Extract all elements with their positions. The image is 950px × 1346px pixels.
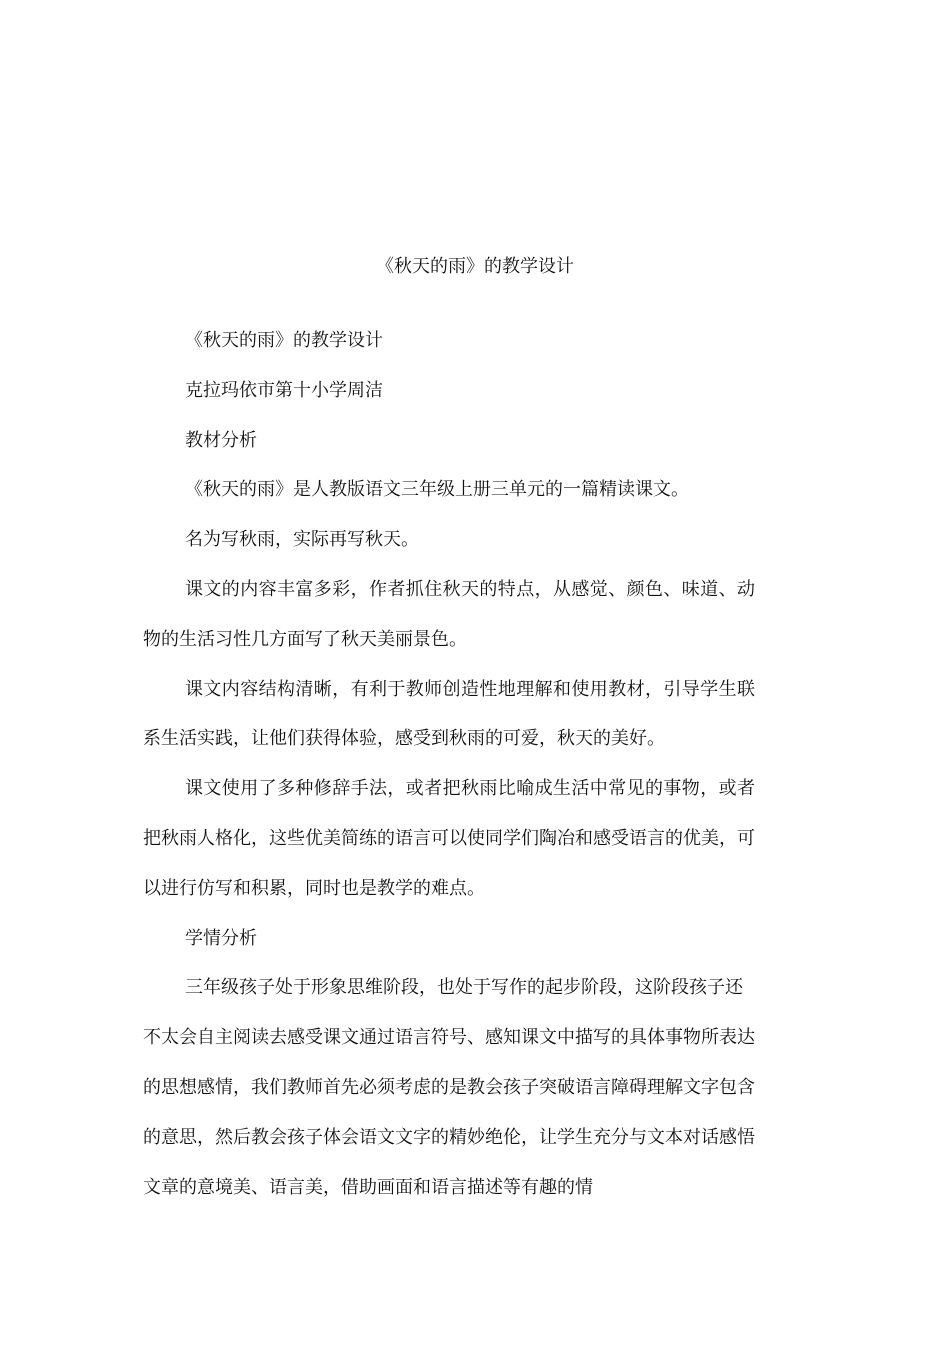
document-body: [143, 316, 755, 1212]
paragraph: 课文使用了多种修辞手法，或者把秋雨比喻成生活中常见的事物，或者把秋雨人格化，这些优美简练的语言可以使同学们陶冶和感受语言的优美，可以进行仿写和积累，同时也是教学的难点。: [143, 778, 755, 899]
section-heading-student-analysis: 学情分析: [185, 927, 257, 949]
paragraph: 《秋天的雨》是人教版语文三年级上册三单元的一篇精读课文。: [185, 479, 689, 501]
paragraph: 课文内容结构清晰，有利于教师创造性地理解和使用教材，引导学生联系生活实践，让他们获得体验，感受到秋雨的可爱，秋天的美好。: [143, 678, 755, 750]
paragraph-subtitle: 《秋天的雨》的教学设计: [185, 330, 383, 351]
paragraph-author: 克拉玛依市第十小学周洁: [185, 379, 383, 401]
paragraph: 名为写秋雨，实际再写秋天。: [185, 529, 419, 551]
paragraph: 课文的内容丰富多彩，作者抓住秋天的特点，从感觉、颜色、味道、动物的生活习性几方面写了秋天美丽景色。: [143, 578, 755, 650]
paragraph: 三年级孩子处于形象思维阶段，也处于写作的起步阶段，这阶段孩子还不太会自主阅读去感受课文通过语言符号、感知课文中描写的具体事物所表达的思想感情，我们教师首先必须考虑的是教会孩子突破语言障碍理解文字包含的意思，然后教会孩子体会语文文字的精妙绝伦，让学生充分与文本对话感悟文章的意境美、语言美，借助画面和语言描述等有趣的情: [143, 977, 755, 1198]
document-title: 《秋天的雨》的教学设计: [376, 256, 574, 277]
section-heading-textbook-analysis: 教材分析: [185, 429, 257, 451]
